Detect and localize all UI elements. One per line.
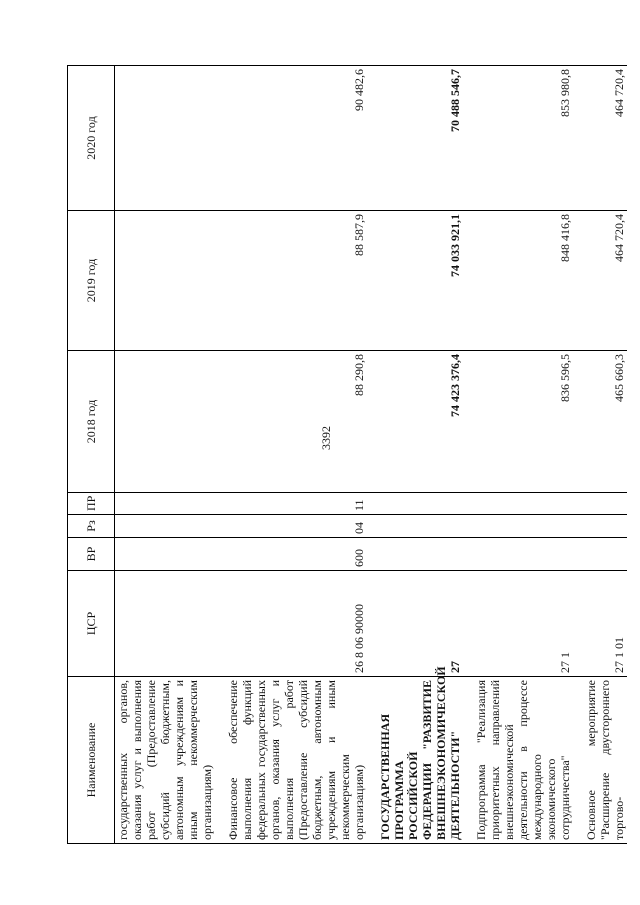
row-rz <box>583 515 627 538</box>
row-spacer <box>573 66 583 844</box>
row-2020: 90 482,6 <box>225 66 367 211</box>
row-name: ГОСУДАРСТВЕННАЯ ПРОГРАММА РОССИЙСКОЙ ФЕДЕРАЦИИ "РАЗВИТИЕ ВНЕШНЕЭКОНОМИЧЕСКОЙ ДЕЯТЕЛЬНОСТИ" <box>377 677 463 844</box>
row-vr: 600 <box>225 538 367 571</box>
row-pr: 11 <box>225 493 367 515</box>
row-rz <box>114 515 215 538</box>
row-2019: 88 587,9 <box>225 211 367 351</box>
row-2019 <box>114 211 215 351</box>
row-name: Подпрограмма "Реализация приоритетных направлений внешнеэкономической деятельности в процессе международного экономического сотрудничества" <box>473 677 573 844</box>
row-2018: 74 423 376,4 <box>377 351 463 493</box>
row-rz <box>473 515 573 538</box>
row-rz: 04 <box>225 515 367 538</box>
header-vr: ВР <box>67 538 114 571</box>
row-pr <box>377 493 463 515</box>
row-2019: 74 033 921,1 <box>377 211 463 351</box>
row-2018: 836 596,5 <box>473 351 573 493</box>
rotated-table-container <box>67 66 626 844</box>
row-spacer <box>367 66 377 844</box>
row-2018: 88 290,8 <box>225 351 367 493</box>
row-pr <box>114 493 215 515</box>
page-number: 3392 <box>319 426 333 450</box>
row-2020 <box>114 66 215 211</box>
row-2019: 848 416,8 <box>473 211 573 351</box>
budget-table <box>67 65 627 844</box>
row-vr <box>473 538 573 571</box>
row-2020: 464 720,4 <box>583 66 627 211</box>
table-row <box>114 66 215 844</box>
row-vr <box>377 538 463 571</box>
row-csr: 27 <box>377 571 463 677</box>
row-csr: 27 1 01 <box>583 571 627 677</box>
row-vr <box>583 538 627 571</box>
row-2018: 465 660,3 <box>583 351 627 493</box>
row-name: Финансовое обеспечение выполнения функций федеральных государственных органов, оказания услуг и выполнения работ (Предоставление субсидий бюджетным, автономным учреждениям и иным некоммерческим организациям) <box>225 677 367 844</box>
row-pr <box>583 493 627 515</box>
row-spacer <box>463 66 473 844</box>
table-row <box>583 66 627 844</box>
table-row <box>225 66 367 844</box>
row-spacer <box>215 66 225 844</box>
row-rz <box>377 515 463 538</box>
row-csr: 27 1 <box>473 571 573 677</box>
row-pr <box>473 493 573 515</box>
row-csr: 26 8 06 90000 <box>225 571 367 677</box>
row-name: государственных органов, оказания услуг и выполнения работ (Предоставление субсидий бюджетным, автономным учреждениям и иным некоммерческим организациям) <box>114 677 215 844</box>
row-name: Основное мероприятие "Расширение двустороннего торгово- <box>583 677 627 844</box>
row-2018 <box>114 351 215 493</box>
header-rz: Рз <box>67 515 114 538</box>
header-2018: 2018 год <box>67 351 114 493</box>
header-pr: ПР <box>67 493 114 515</box>
row-2020: 853 980,8 <box>473 66 573 211</box>
header-2019: 2019 год <box>67 211 114 351</box>
table-row <box>377 66 463 844</box>
header-2020: 2020 год <box>67 66 114 211</box>
row-2019: 464 720,4 <box>583 211 627 351</box>
table-row <box>473 66 573 844</box>
row-2020: 70 488 546,7 <box>377 66 463 211</box>
row-vr <box>114 538 215 571</box>
table-header-row <box>67 66 114 844</box>
header-name: Наименование <box>67 677 114 844</box>
header-csr: ЦСР <box>67 571 114 677</box>
row-csr <box>114 571 215 677</box>
